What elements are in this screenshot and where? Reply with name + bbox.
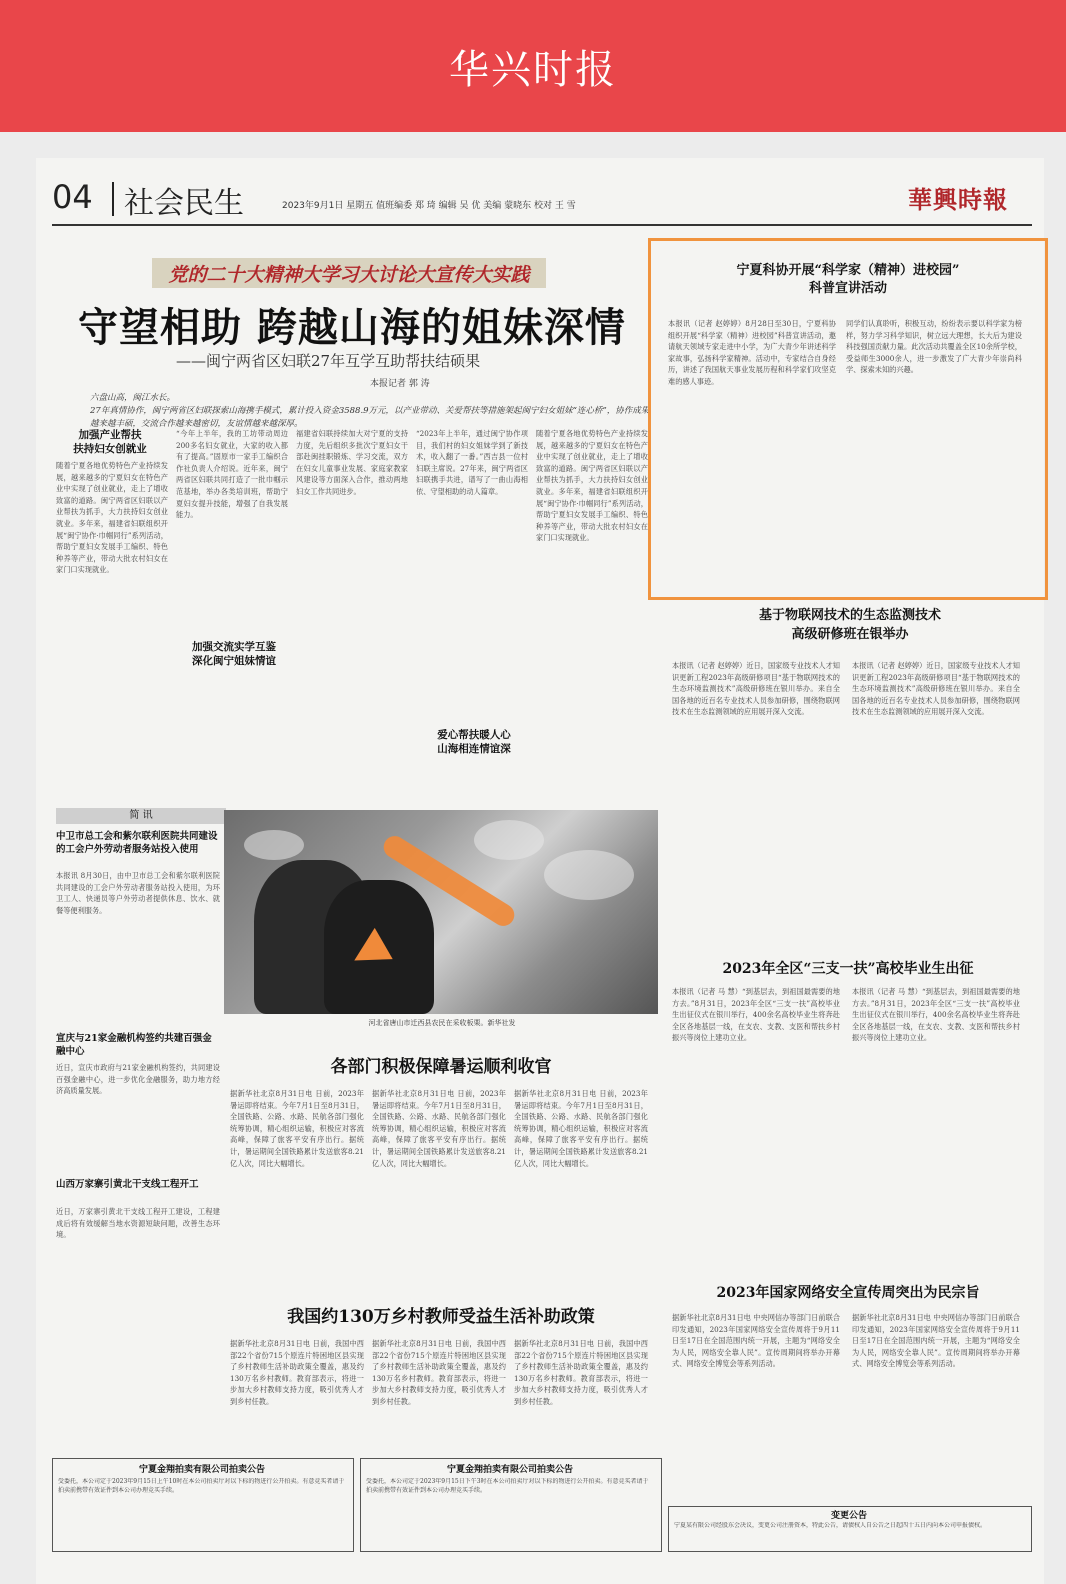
brief-header: 简 讯 bbox=[56, 808, 226, 824]
freight-column-1: 据新华社北京8月31日电 日前，2023年暑运即将结束。今年7月1日至8月31日，全国铁路、公路、水路、民航各部门强化统筹协调，精心组织运输，积极应对客流高峰，保障了旅客平安有序出行。据统计，暑运期间全国铁路累计发送旅客8.21亿人次，同比大幅增长。 bbox=[230, 1089, 364, 1168]
highlight-frame bbox=[648, 238, 1048, 600]
lead-headline: 守望相助 跨越山海的姐妹深情 bbox=[78, 304, 626, 351]
footer-ad-1-title: 宁夏金翔拍卖有限公司拍卖公告 bbox=[138, 1465, 265, 1475]
photo-leaf bbox=[544, 850, 634, 900]
news-photo bbox=[224, 810, 658, 1014]
freight-column-3: 据新华社北京8月31日电 日前，2023年暑运即将结束。今年7月1日至8月31日，全国铁路、公路、水路、民航各部门强化统筹协调，精心组织运输，积极应对客流高峰，保障了旅客平安有序出行。据统计，暑运期间全国铁路累计发送旅客8.21亿人次，同比大幅增长。 bbox=[514, 1089, 648, 1168]
teachers-column-2: 据新华社北京8月31日电 日前，我国中西部22个省份715个原连片特困地区县实现了乡村教师生活补助政策全覆盖，惠及约130万名乡村教师。教育部表示，将进一步加大乡村教师支持力度，吸引优秀人才到乡村任教。 bbox=[372, 1339, 506, 1406]
page-number: 04 bbox=[52, 178, 93, 216]
lead-column-3: 福建省妇联持续加大对宁夏的支持力度，先后组织多批次宁夏妇女干部赴闽挂职锻炼、学习交流，双方在妇女儿童事业发展、家庭家教家风建设等方面深入合作，推动两地妇女工作共同进步。 bbox=[296, 429, 408, 496]
header-divider bbox=[112, 182, 114, 216]
teachers-headline: 我国约130万乡村教师受益生活补助政策 bbox=[287, 1307, 595, 1327]
cyber-column-1: 据新华社北京8月31日电 中央网信办等部门日前联合印发通知，2023年国家网络安全宣传周将于9月11日至17日在全国范围内统一开展，主题为“网络安全为人民，网络安全靠人民”。宣传周期间将举办开幕式、网络安全博览会等系列活动。 bbox=[672, 1313, 840, 1369]
brief-text-2: 近日，宣庆市政府与21家金融机构签约，共同建设百强金融中心，进一步优化金融服务，助力地方经济高质量发展。 bbox=[56, 1063, 220, 1096]
footer-ad-2-text: 受委托，本公司定于2023年9月15日下午3时在本公司拍卖厅对以下标的物进行公开拍卖。有意竞买者请于拍卖前携带有效证件到本公司办理竞买手续。 bbox=[366, 1478, 649, 1494]
lead-column-5: 随着宁夏各地优势特色产业持续发展，越来越多的宁夏妇女在特色产业中实现了创业就业，走上了增收致富的道路。闽宁两省区妇联以产业帮扶为抓手，大力扶持妇女创业就业。多年来，福建省妇联组织开展“闽宁协作·巾帼同行”系列活动，帮助宁夏妇女发展手工编织、特色种养等产业，带动大批农村妇女在家门口实现就业。 bbox=[536, 429, 648, 543]
lead-byline: 本报记者 郭 涛 bbox=[370, 379, 430, 389]
brief-text-3: 近日，万家寨引黄北干支线工程开工建设，工程建成后将有效缓解当地水资源短缺问题，改善生态环境。 bbox=[56, 1207, 220, 1240]
lead-banner-text: 党的二十大精神大学习大讨论大宣传大实践 bbox=[168, 263, 530, 286]
sidebar-column-2: 同学们认真聆听，积极互动，纷纷表示要以科学家为榜样，努力学习科学知识，树立远大理想，长大后为建设科技强国贡献力量。此次活动共覆盖全区10余所学校，受益师生3000余人，进一步激发了广大青少年崇尚科学、探索未知的兴趣。 bbox=[846, 319, 1022, 375]
header-rule bbox=[52, 224, 1032, 226]
lead-banner bbox=[152, 258, 546, 288]
footer-ad-1-text: 受委托，本公司定于2023年9月15日上午10时在本公司拍卖厅对以下标的物进行公开拍卖。有意竞买者请于拍卖前携带有效证件到本公司办理竞买手续。 bbox=[58, 1478, 345, 1494]
brief-text-1: 本报讯 8月30日，由中卫市总工会和紫尔联利医院共同建设的工会户外劳动者服务站投入使用，为环卫工人、快递员等户外劳动者提供休息、饮水、就餐等便利服务。 bbox=[56, 871, 220, 915]
lead-lede: 六盘山高，闽江水长。 27年真情协作，闽宁两省区妇联探索山海携手模式，累计投入资金3588.9万元，以产业带动、关爱帮扶等措施架起闽宁妇女姐妹“连心桥”，协作成果越来越丰硕，交流合作越来越密切，友谊情越来越深厚。 bbox=[90, 393, 650, 429]
newspaper-logo: 華興時報 bbox=[908, 185, 1008, 214]
app-top-bar bbox=[0, 0, 1066, 132]
iot-column-1: 本报讯（记者 赵婷婷）近日，国家级专业技术人才知识更新工程2023年高级研修项目“基于物联网技术的生态环境监测技术”高级研修班在银川举办。来自全国各地的近百名专业技术人员参加研修，围绕物联网技术在生态监测领域的应用展开深入交流。 bbox=[672, 661, 840, 717]
cyber-headline: 2023年国家网络安全宣传周突出为民宗旨 bbox=[716, 1285, 980, 1301]
teachers-column-3: 据新华社北京8月31日电 日前，我国中西部22个省份715个原连片特困地区县实现了乡村教师生活补助政策全覆盖，惠及约130万名乡村教师。教育部表示，将进一步加大乡村教师支持力度，吸引优秀人才到乡村任教。 bbox=[514, 1339, 648, 1406]
sanzhi-column-2: 本报讯（记者 马 慧）“到基层去，到祖国最需要的地方去。”8月31日，2023年全区“三支一扶”高校毕业生出征仪式在银川举行，400余名高校毕业生将奔赴全区各地基层一线，在支农、支教、支医和帮扶乡村振兴等岗位上建功立业。 bbox=[852, 987, 1020, 1043]
brief-headline-2: 宣庆与21家金融机构签约共建百强金融中心 bbox=[56, 1033, 212, 1057]
sidebar-column-1: 本报讯（记者 赵婷婷）8月28日至30日，宁夏科协组织开展“科学家（精神）进校园”科普宣讲活动，邀请航天领域专家走进中小学，为广大青少年讲述科学家故事，弘扬科学家精神。活动中，专家结合自身经历，讲述了我国航天事业发展历程和科学家们攻坚克难的感人事迹。 bbox=[668, 319, 836, 386]
brief-headline-3: 山西万家寨引黄北干支线工程开工 bbox=[56, 1179, 199, 1190]
sidebar-headline: 宁夏科协开展“科学家（精神）进校园” 科普宣讲活动 bbox=[736, 263, 960, 296]
footer-notice-title: 变更公告 bbox=[830, 1511, 867, 1521]
freight-headline: 各部门积极保障暑运顺利收官 bbox=[330, 1057, 552, 1077]
footer-ad-2-title: 宁夏金翔拍卖有限公司拍卖公告 bbox=[446, 1465, 573, 1475]
photo-leaf bbox=[244, 830, 304, 860]
lead-column-4: “2023年上半年，通过闽宁协作项目，我们村的妇女姐妹学到了新技术，收入翻了一番。”西吉县一位村妇联主席说。27年来，闽宁两省区妇联携手共进，谱写了一曲山海相依、守望相助的动人篇章。 bbox=[416, 429, 528, 496]
iot-headline: 基于物联网技术的生态监测技术 高级研修班在银举办 bbox=[758, 608, 941, 642]
cyber-column-2: 据新华社北京8月31日电 中央网信办等部门日前联合印发通知，2023年国家网络安全宣传周将于9月11日至17日在全国范围内统一开展，主题为“网络安全为人民，网络安全靠人民”。宣传周期间将举办开幕式、网络安全博览会等系列活动。 bbox=[852, 1313, 1020, 1369]
lead-column-1: 随着宁夏各地优势特色产业持续发展，越来越多的宁夏妇女在特色产业中实现了创业就业，走上了增收致富的道路。闽宁两省区妇联以产业帮扶为抓手，大力扶持妇女创业就业。多年来，福建省妇联组织开展“闽宁协作·巾帼同行”系列活动，帮助宁夏妇女发展手工编织、特色种养等产业，带动大批农村妇女在家门口实现就业。 bbox=[56, 461, 168, 575]
brief-headline-1: 中卫市总工会和紫尔联利医院共同建设的工会户外劳动者服务站投入使用 bbox=[56, 831, 218, 855]
lead-subhead-1: 加强产业帮扶 扶持妇女创就业 bbox=[73, 429, 147, 455]
footer-notice-text: 宁夏某有限公司经股东会决议，变更公司注册资本，特此公告，请债权人自公告之日起四十五日内向本公司申报债权。 bbox=[674, 1522, 987, 1529]
photo-caption: 河北省唐山市迁西县农民在采收板栗。新华社发 bbox=[368, 1019, 516, 1027]
sanzhi-headline: 2023年全区“三支一扶”高校毕业生出征 bbox=[722, 961, 974, 977]
lead-subhead-2: 加强交流实学互鉴 深化闽宁姐妹情谊 bbox=[192, 641, 276, 667]
app-title: 华兴时报 bbox=[449, 47, 617, 93]
freight-column-2: 据新华社北京8月31日电 日前，2023年暑运即将结束。今年7月1日至8月31日，全国铁路、公路、水路、民航各部门强化统筹协调，精心组织运输，积极应对客流高峰，保障了旅客平安有序出行。据统计，暑运期间全国铁路累计发送旅客8.21亿人次，同比大幅增长。 bbox=[372, 1089, 506, 1168]
lead-column-2: “今年上半年，我的工坊带动周边200多名妇女就业，大家的收入都有了提高。”固原市一家手工编织合作社负责人介绍说。近年来，闽宁两省区妇联共同打造了一批巾帼示范基地，举办各类培训班，帮助宁夏妇女提升技能，增强了自我发展能力。 bbox=[176, 429, 288, 520]
lead-subtitle: ——闽宁两省区妇联27年互学互助帮扶结硕果 bbox=[176, 352, 481, 370]
sanzhi-column-1: 本报讯（记者 马 慧）“到基层去，到祖国最需要的地方去。”8月31日，2023年全区“三支一扶”高校毕业生出征仪式在银川举行，400余名高校毕业生将奔赴全区各地基层一线，在支农、支教、支医和帮扶乡村振兴等岗位上建功立业。 bbox=[672, 987, 840, 1043]
teachers-column-1: 据新华社北京8月31日电 日前，我国中西部22个省份715个原连片特困地区县实现了乡村教师生活补助政策全覆盖，惠及约130万名乡村教师。教育部表示，将进一步加大乡村教师支持力度，吸引优秀人才到乡村任教。 bbox=[230, 1339, 364, 1406]
section-title: 社会民生 bbox=[124, 186, 244, 221]
page-meta: 2023年9月1日 星期五 值班编委 郑 琦 编辑 吴 优 美编 蒙晓东 校对 王 雪 bbox=[282, 201, 576, 211]
lead-subhead-3: 爱心帮扶暖人心 山海相连情谊深 bbox=[437, 729, 511, 755]
iot-column-2: 本报讯（记者 赵婷婷）近日，国家级专业技术人才知识更新工程2023年高级研修项目“基于物联网技术的生态环境监测技术”高级研修班在银川举办。来自全国各地的近百名专业技术人员参加研修，围绕物联网技术在生态监测领域的应用展开深入交流。 bbox=[852, 661, 1020, 717]
photo-leaf bbox=[474, 820, 544, 860]
